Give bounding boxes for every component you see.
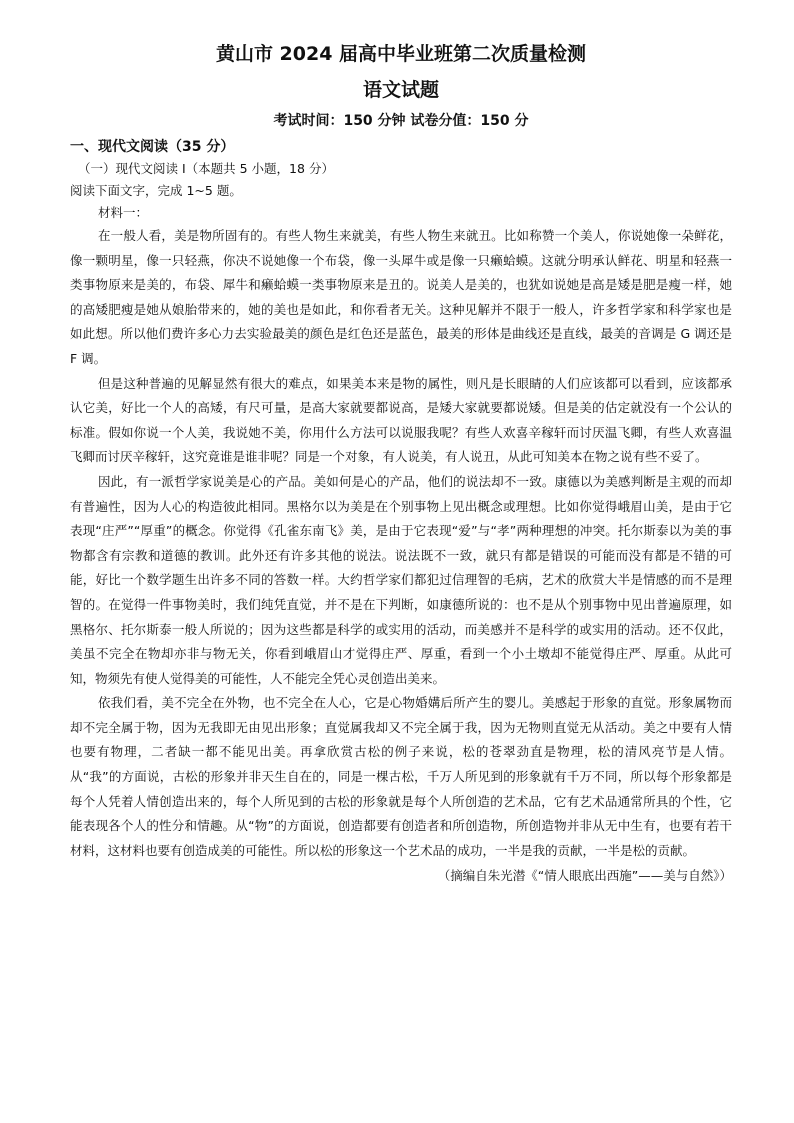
subject-title: 语文试题 [362, 79, 439, 101]
instruction: 阅读下面文字，完成 1~5 题。 [70, 183, 242, 198]
part-heading: （一）现代文阅读 I（本题共 5 小题，18 分） [78, 161, 334, 176]
material-label: 材料一： [98, 205, 149, 220]
section-heading: 一、现代文阅读（35 分） [70, 139, 235, 155]
exam-title: 黄山市 2024 届高中毕业班第二次质量检测 [215, 43, 587, 65]
paragraph-4: 依我们看，美不完全在外物，也不完全在人心，它是心物婚媾后所产生的婴儿。美感起于形象的直觉。形象属物而却不完全属于物，因为无我即无由见出形象；直觉属我却又不完全属于我，因为无物则直觉无从活动。美之中要有人情也要有物理，二者缺一都不能见出美。再拿欣赏古松的例子来说，松的苍翠劲直是物理，松的清风亮节是人情。从“我”的方面说，古松的形象并非天生自在的，同是一棵古松，千万人所见到的形象就有千万不同，所以每个形象都是每个人凭着人情创造出来的，每个人所见到的古松的形象就是每个人所创造的艺术品，它有艺术品通常所具的个性，它能表现各个人的性分和情趣。从“物”的方面说，创造都要有创造者和所创造物，所创造物并非从无中生有，也要有若干材料，这材料也要有创造成美的可能性。所以松的形象这一个艺术品的成功，一半是我的贡献，一半是松的贡献。 [70, 695, 732, 858]
exam-info: 考试时间：150 分钟 试卷分值：150 分 [273, 113, 529, 129]
source-citation: （摘编自朱光潜《“情人眼底出西施”——美与自然》） [437, 868, 732, 884]
paragraph-1: 在一般人看，美是物所固有的。有些人物生来就美，有些人物生来就丑。比如称赞一个美人，你说她像一朵鲜花，像一颗明星，像一只轻燕，你决不说她像一个布袋，像一头犀牛或是像一只癞蛤蟆。这就分明承认鲜花、明星和轻燕一类事物原来是美的，布袋、犀牛和癞蛤蟆一类事物原来是丑的。说美人是美的，也犹如说她是高是矮是肥是瘦一样，她的高矮肥瘦是她从娘胎带来的，她的美也是如此，和你看者无关。这种见解并不限于一般人，许多哲学家和科学家也是如此想。所以他们费许多心力去实验最美的颜色是红色还是蓝色，最美的形体是曲线还是直线，最美的音调是 G 调还是 F 调。 [70, 228, 732, 366]
paragraph-3: 因此，有一派哲学家说美是心的产品。美如何是心的产品，他们的说法却不一致。康德以为美感判断是主观的而却有普遍性，因为人心的构造彼此相同。黑格尔以为美是在个别事物上见出概念或理想。比如你觉得峨眉山美，是由于它表现“庄严”“厚重”的概念。你觉得《孔雀东南飞》美，是由于它表现“爱”与“孝”两种理想的冲突。托尔斯泰以为美的事物都含有宗教和道德的教训。此外还有许多其他的说法。说法既不一致，就只有都是错误的可能而没有都是不错的可能，好比一个数学题生出许多不同的答数一样。大约哲学家们都犯过信理智的毛病，艺术的欣赏大半是情感的而不是理智的。在觉得一件事物美时，我们纯凭直觉，并不是在下判断，如康德所说的：也不是从个别事物中见出普遍原理，如黑格尔、托尔斯泰一般人所说的；因为这些都是科学的或实用的活动，而美感并不是科学的或实用的活动。还不仅此，美虽不完全在物却亦非与物无关，你看到峨眉山才觉得庄严、厚重，看到一个小土墩却不能觉得庄严、厚重。从此可知，物须先有使人觉得美的可能性，人不能完全凭心灵创造出美来。 [70, 473, 732, 686]
paragraph-2: 但是这种普遍的见解显然有很大的难点，如果美本来是物的属性，则凡是长眼睛的人们应该都可以看到，应该都承认它美，好比一个人的高矮，有尺可量，是高大家就要都说高，是矮大家就要都说矮。但是美的估定就没有一个公认的标准。假如你说一个人美，我说她不美，你用什么方法可以说服我呢？有些人欢喜辛稼轩而讨厌温飞卿，有些人欢喜温飞卿而讨厌辛稼轩，这究竟谁是谁非呢？同是一个对象，有人说美，有人说丑，从此可知美本在物之说有些不妥了。 [70, 375, 732, 465]
